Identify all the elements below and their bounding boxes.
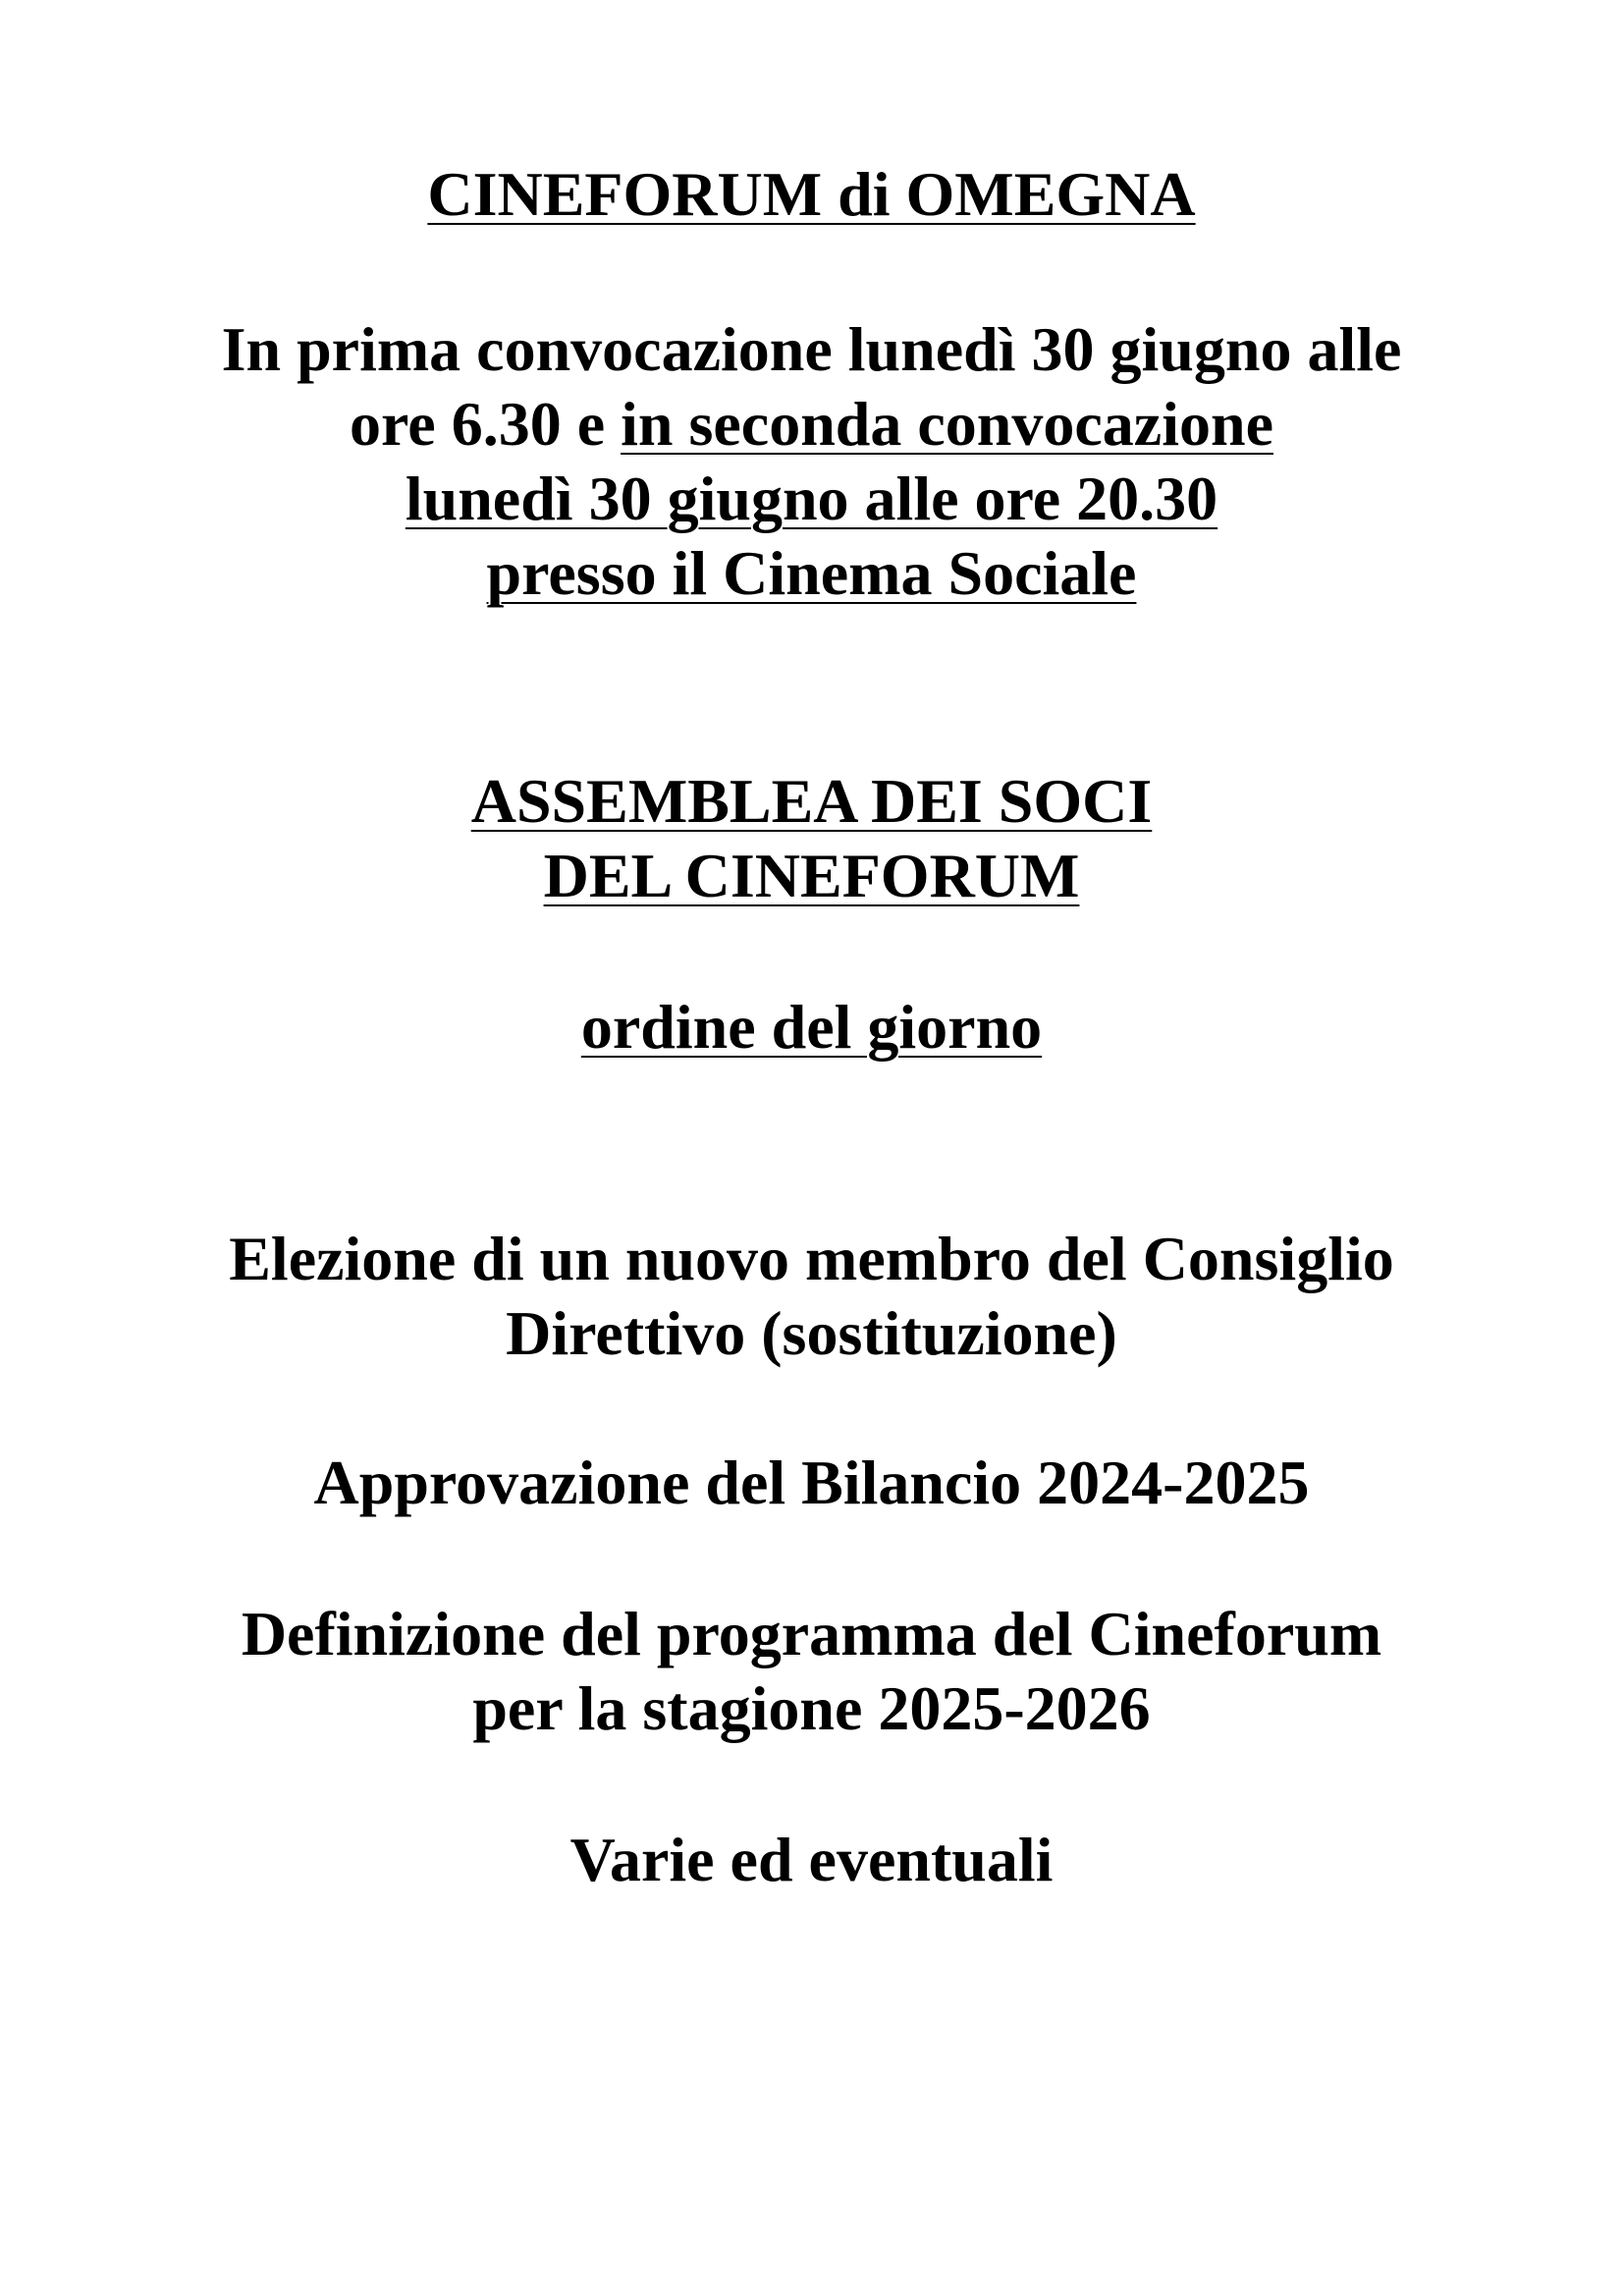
agenda-item-3: Definizione del programma del Cineforum <box>241 1599 1382 1668</box>
assembly-heading-line-1 <box>0 764 1623 839</box>
convocation-line-3 <box>0 462 1623 536</box>
convocation-first-call: In prima convocazione lunedì 30 giugno alle <box>221 314 1402 384</box>
agenda-heading-line <box>0 990 1623 1065</box>
convocation-line-1 <box>0 312 1623 387</box>
convocation-line-4 <box>0 536 1623 611</box>
assembly-subheading: DEL CINEFORUM <box>543 841 1080 910</box>
convocation-first-call-time: ore 6.30 e <box>350 389 622 459</box>
agenda-item-3-line-2 <box>0 1671 1623 1746</box>
agenda-item-2: Approvazione del Bilancio 2024-2025 <box>313 1448 1310 1517</box>
agenda-item-2-line <box>0 1446 1623 1520</box>
agenda-item-1-continued: Direttivo (sostituzione) <box>506 1298 1117 1368</box>
agenda-item-3-line-1 <box>0 1597 1623 1671</box>
document-title-line <box>0 157 1623 232</box>
agenda-item-4-line <box>0 1823 1623 1897</box>
agenda-item-3-continued: per la stagione 2025-2026 <box>472 1673 1151 1743</box>
agenda-item-1-line-1 <box>0 1222 1623 1296</box>
agenda-item-1: Elezione di un nuovo membro del Consiglio <box>229 1224 1394 1293</box>
assembly-heading: ASSEMBLEA DEI SOCI <box>470 766 1153 836</box>
convocation-second-call-label: in seconda convocazione <box>621 389 1273 459</box>
convocation-line-2 <box>0 387 1623 462</box>
convocation-venue: presso il Cinema Sociale <box>486 538 1137 608</box>
agenda-heading: ordine del giorno <box>580 992 1043 1062</box>
convocation-second-call-date: lunedì 30 giugno alle ore 20.30 <box>405 464 1218 533</box>
assembly-heading-line-2 <box>0 839 1623 913</box>
agenda-item-4: Varie ed eventuali <box>569 1825 1054 1894</box>
document-title: CINEFORUM di OMEGNA <box>427 159 1196 229</box>
agenda-item-1-line-2 <box>0 1296 1623 1371</box>
